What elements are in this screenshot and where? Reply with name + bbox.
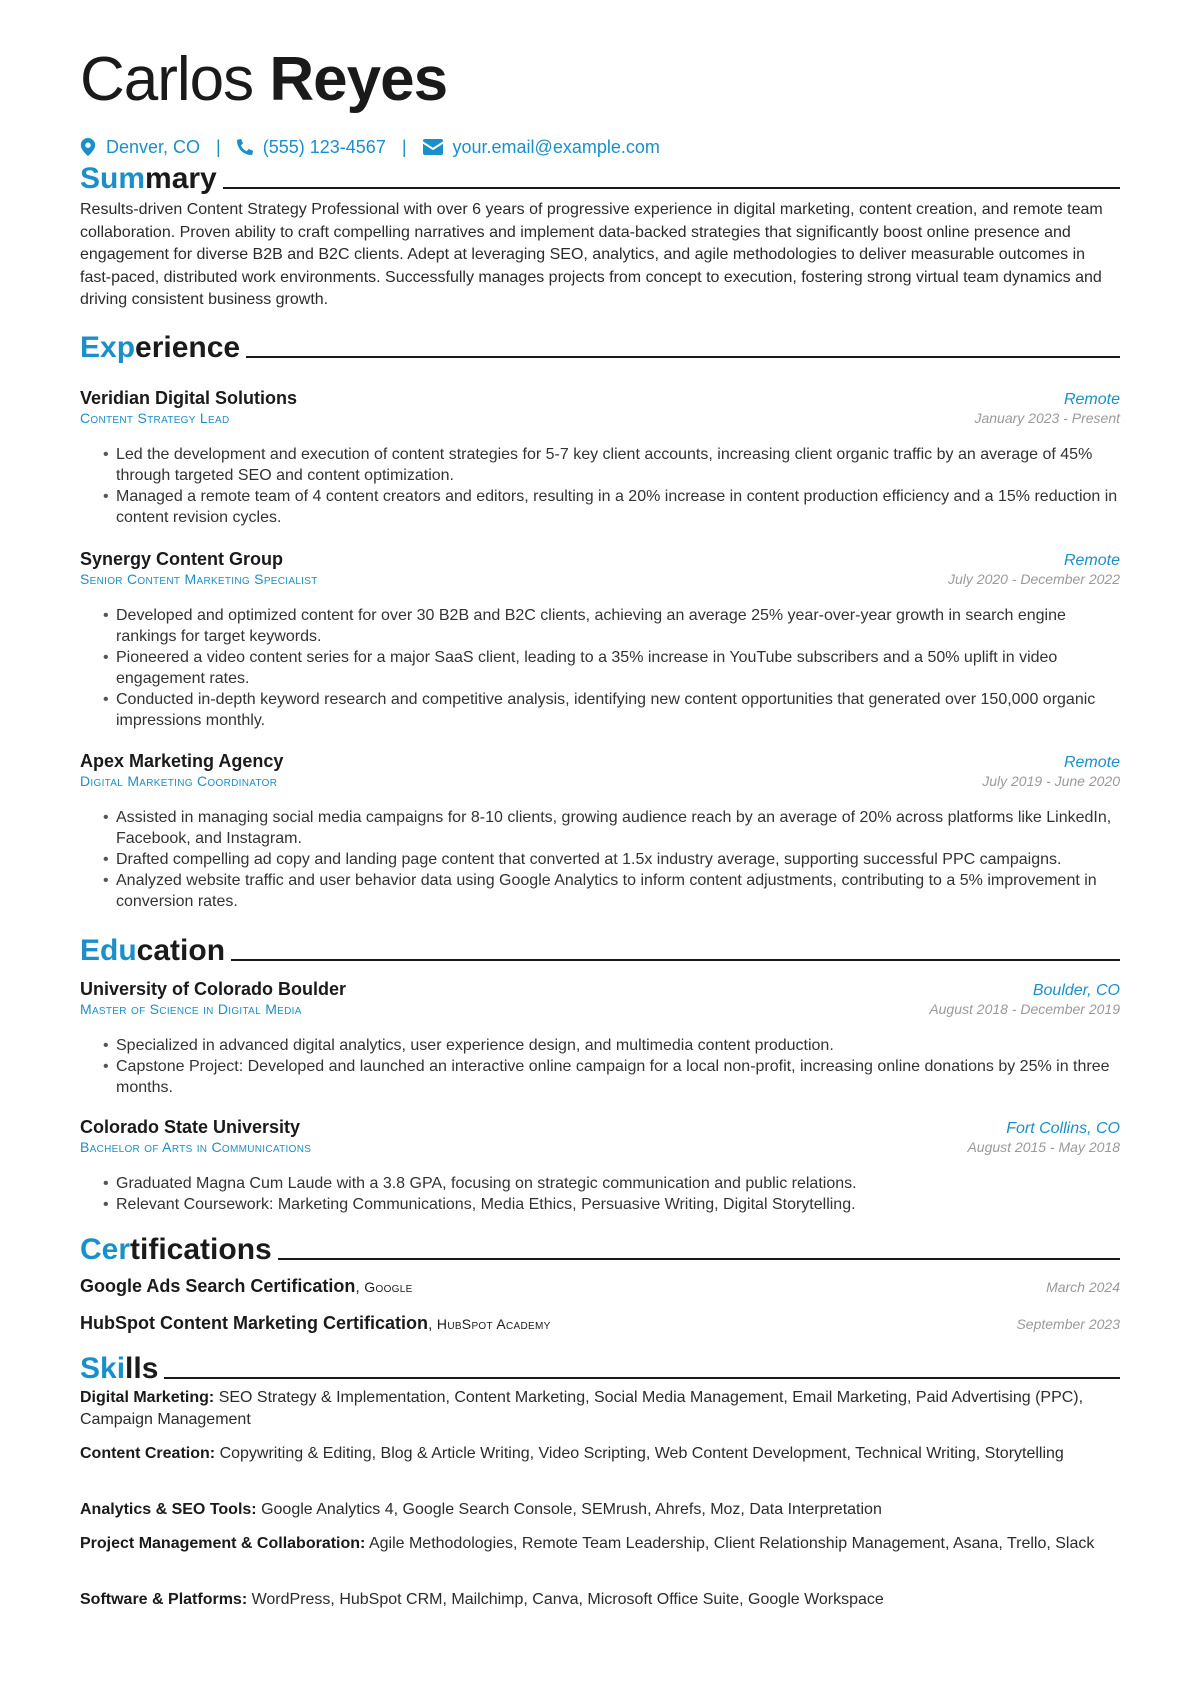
certification-issuer: Google — [364, 1279, 413, 1295]
section-title: Experience — [80, 331, 241, 364]
study-dates: August 2018 - December 2019 — [929, 1001, 1120, 1017]
certification-name: Google Ads Search Certification — [80, 1276, 356, 1296]
skill-group — [80, 1589, 1120, 1611]
education-entry — [80, 1117, 1120, 1215]
certification-item — [80, 1313, 1120, 1334]
first-name: Carlos — [80, 45, 254, 114]
contact-separator: | — [216, 136, 221, 157]
job-location: Remote — [1063, 754, 1120, 771]
contact-location — [80, 137, 200, 158]
bullet-item: • Developed and optimized content for over 30 B2B and B2C clients, achieving an average 25% year-over-year growth in search engine rankings for target keywords. — [80, 605, 1120, 647]
employer-name: Veridian Digital Solutions — [80, 388, 298, 408]
skill-group — [80, 1533, 1120, 1555]
certification-date: September 2023 — [1016, 1316, 1120, 1332]
bullet-item: • Drafted compelling ad copy and landing page content that converted at 1.5x industry average, supporting successful PPC campaigns. — [80, 849, 1120, 870]
degree-title: Bachelor of Arts in Communications — [80, 1139, 312, 1155]
job-dates: July 2019 - June 2020 — [982, 773, 1120, 789]
skills-heading — [80, 1346, 1120, 1386]
skill-category: Project Management & Collaboration: — [80, 1535, 366, 1552]
skill-category: Content Creation: — [80, 1445, 216, 1462]
certification-comma: , — [355, 1279, 360, 1296]
section-title: Education — [80, 934, 226, 967]
bullet-item: • Managed a remote team of 4 content creators and editors, resulting in a 20% increase in content production efficiency and a 15% reduction in content revision cycles. — [80, 486, 1120, 528]
school-name: University of Colorado Boulder — [80, 979, 347, 999]
education-entry — [80, 979, 1120, 1098]
certification-comma: , — [428, 1316, 433, 1333]
section-rule — [231, 959, 1120, 961]
employer-name: Synergy Content Group — [80, 549, 284, 569]
study-dates: August 2015 - May 2018 — [967, 1139, 1120, 1155]
bullet-item: • Capstone Project: Developed and launched an interactive online campaign for a local non-profit, increasing online donations by 25% in three months. — [80, 1056, 1120, 1098]
job-title: Content Strategy Lead — [80, 410, 230, 426]
employer-name: Apex Marketing Agency — [80, 751, 284, 771]
bullet-item: • Led the development and execution of content strategies for 5-7 key client accounts, increasing client organic traffic by an average of 45% through targeted SEO and content optimization. — [80, 444, 1120, 486]
bullet-list — [80, 1035, 1120, 1098]
experience-entry — [80, 751, 1120, 912]
job-dates: January 2023 - Present — [974, 410, 1120, 426]
experience-entry — [80, 388, 1120, 528]
candidate-name — [80, 44, 447, 116]
summary-heading — [80, 156, 1120, 196]
experience-heading — [80, 325, 1120, 365]
skill-category: Software & Platforms: — [80, 1591, 248, 1608]
bullet-item: • Conducted in-depth keyword research and competitive analysis, identifying new content opportunities that generated over 150,000 organic impressions monthly. — [80, 689, 1120, 731]
bullet-list — [80, 605, 1120, 731]
skill-list: Copywriting & Editing, Blog & Article Writing, Video Scripting, Web Content Development, Technical Writing, Storytelling — [219, 1445, 1064, 1462]
job-location: Remote — [1063, 552, 1120, 569]
bullet-list — [80, 807, 1120, 912]
certification-issuer: HubSpot Academy — [436, 1316, 551, 1332]
phone-text: (555) 123-4567 — [262, 136, 386, 157]
section-rule — [246, 356, 1120, 358]
school-name: Colorado State University — [80, 1117, 301, 1137]
bullet-item: • Pioneered a video content series for a major SaaS client, leading to a 35% increase in YouTube subscribers and a 50% uplift in video engagement rates. — [80, 647, 1120, 689]
job-title: Senior Content Marketing Specialist — [80, 571, 318, 587]
certification-name: HubSpot Content Marketing Certification — [80, 1313, 428, 1333]
bullet-item: • Graduated Magna Cum Laude with a 3.8 GPA, focusing on strategic communication and public relations. — [80, 1173, 1120, 1194]
bullet-item: • Specialized in advanced digital analytics, user experience design, and multimedia content production. — [80, 1035, 1120, 1056]
degree-title: Master of Science in Digital Media — [80, 1001, 302, 1017]
bullet-item: • Relevant Coursework: Marketing Communications, Media Ethics, Persuasive Writing, Digital Storytelling. — [80, 1194, 1120, 1215]
skill-list: Agile Methodologies, Remote Team Leadership, Client Relationship Management, Asana, Trello, Slack — [368, 1535, 1095, 1552]
envelope-icon — [423, 139, 443, 155]
job-location: Remote — [1063, 391, 1120, 408]
skill-group — [80, 1387, 1120, 1431]
skill-group — [80, 1443, 1120, 1465]
section-title: Certifications — [80, 1233, 272, 1266]
skill-list: WordPress, HubSpot CRM, Mailchimp, Canva, Microsoft Office Suite, Google Workspace — [251, 1591, 884, 1608]
section-rule — [278, 1258, 1120, 1260]
skill-category: Digital Marketing: — [80, 1389, 215, 1406]
bullet-list — [80, 444, 1120, 528]
certification-date: March 2024 — [1046, 1279, 1120, 1295]
experience-entry — [80, 549, 1120, 731]
section-title: Skills — [80, 1352, 159, 1385]
school-location: Boulder, CO — [1032, 982, 1120, 999]
skill-list: SEO Strategy & Implementation, Content Marketing, Social Media Management, Email Marketing, Paid Advertising (PPC), Campaign Management — [80, 1389, 1084, 1428]
email-text: your.email@example.com — [452, 136, 660, 157]
contact-phone[interactable] — [237, 137, 386, 158]
summary-text: Results-driven Content Strategy Professional with over 6 years of progressive experience in digital marketing, content creation, and remote team collaboration. Proven ability to craft compelling narratives and implement data-backed strategies that significantly boost online presence and engagement for diverse B2B and B2C clients. Adept at leveraging SEO, analytics, and agile methodologies to deliver measurable outcomes in fast-paced, distributed work environments. Successfully manages projects from concept to execution, fostering strong virtual team dynamics and driving consistent business growth. — [80, 201, 1103, 308]
location-text: Denver, CO — [106, 136, 201, 157]
school-location: Fort Collins, CO — [1006, 1120, 1120, 1137]
last-name: Reyes — [269, 45, 448, 114]
contact-separator: | — [401, 136, 407, 157]
bullet-item: • Analyzed website traffic and user behavior data using Google Analytics to inform content adjustments, contributing to a 5% improvement in conversion rates. — [80, 870, 1120, 912]
bullet-item: • Assisted in managing social media campaigns for 8-10 clients, growing audience reach by an average of 20% across platforms like LinkedIn, Facebook, and Instagram. — [80, 807, 1120, 849]
skill-group — [80, 1499, 1120, 1521]
section-rule — [164, 1377, 1120, 1379]
contact-email[interactable] — [423, 137, 660, 158]
phone-icon — [237, 138, 253, 156]
certifications-heading — [80, 1227, 1120, 1267]
skill-category: Analytics & SEO Tools: — [80, 1501, 257, 1518]
bullet-list — [80, 1173, 1120, 1215]
education-heading — [80, 928, 1120, 968]
section-title: Summary — [80, 162, 217, 195]
job-title: Digital Marketing Coordinator — [80, 773, 278, 789]
job-dates: July 2020 - December 2022 — [948, 571, 1120, 587]
section-rule — [223, 187, 1120, 189]
certification-item — [80, 1276, 1120, 1297]
skill-list: Google Analytics 4, Google Search Console, SEMrush, Ahrefs, Moz, Data Interpretation — [261, 1501, 882, 1518]
map-pin-icon — [80, 138, 96, 156]
